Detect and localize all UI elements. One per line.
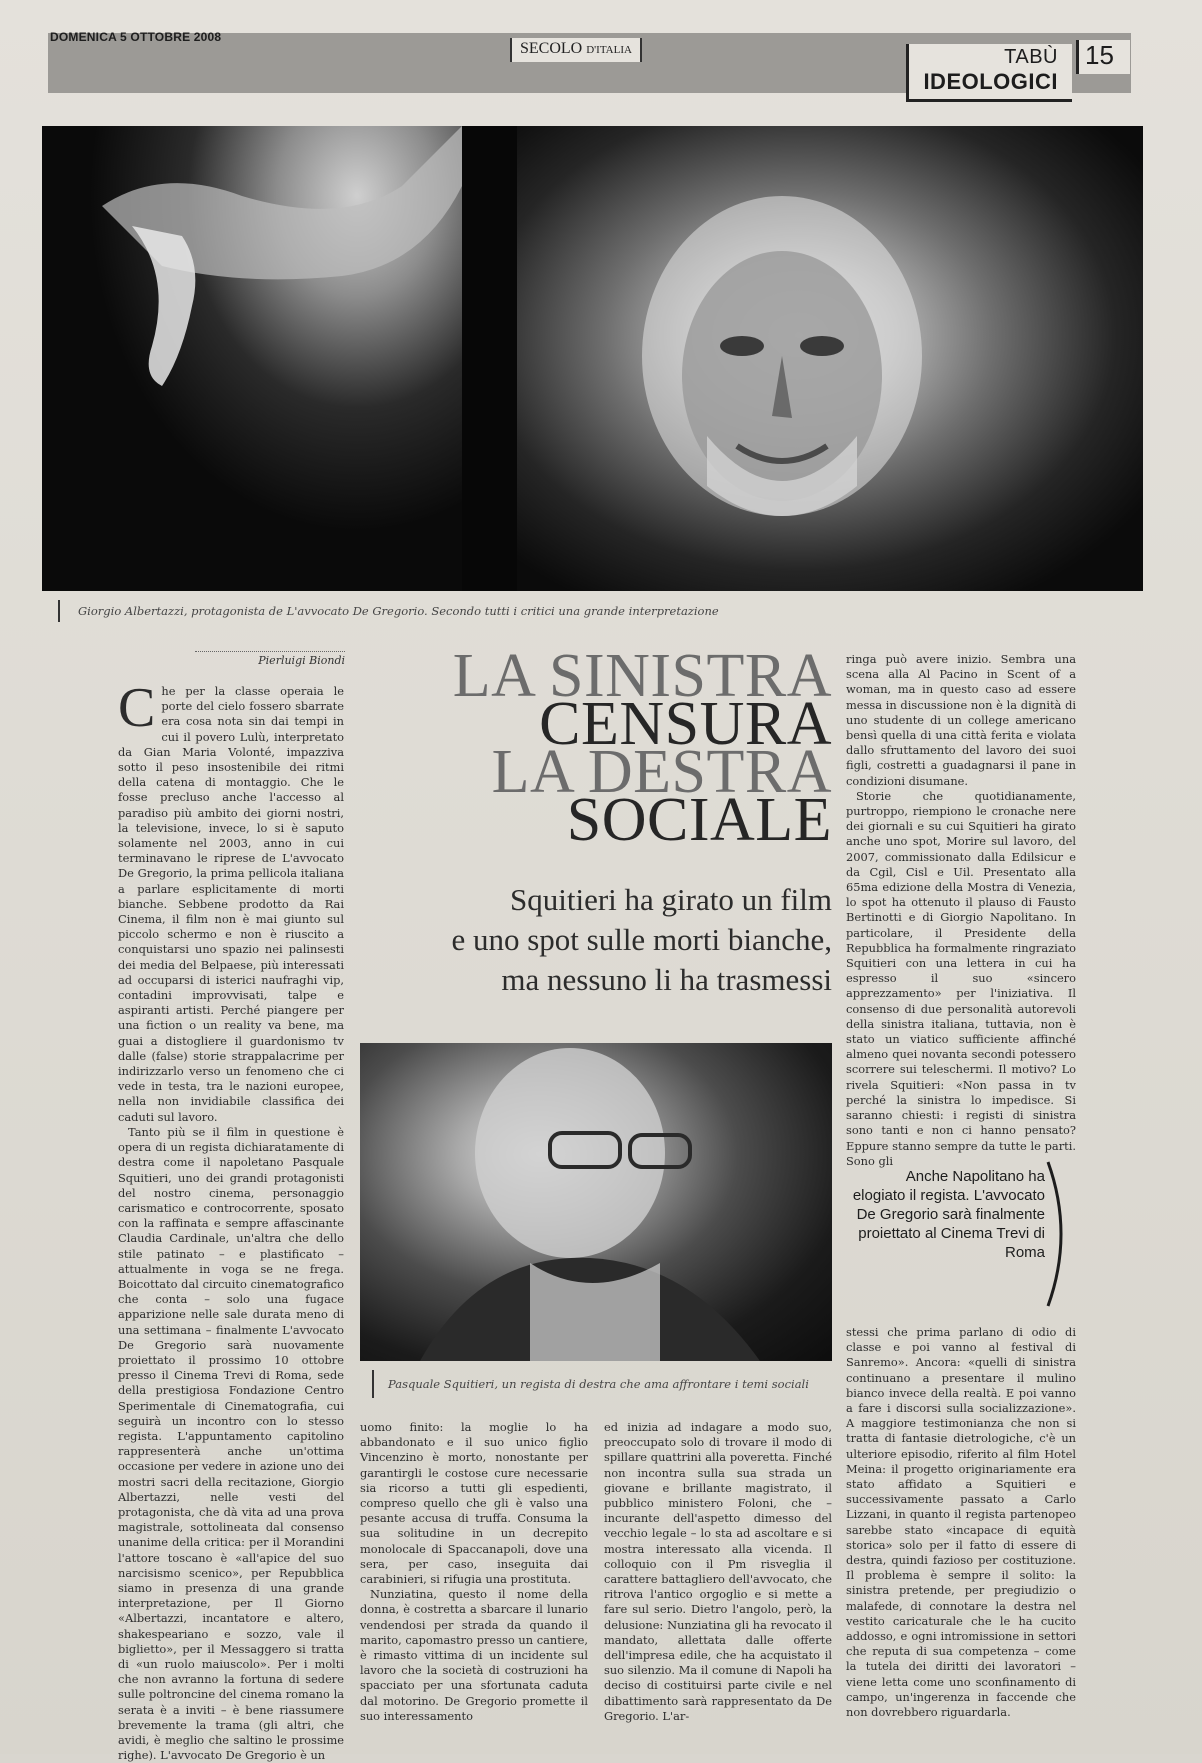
drop-cap: C xyxy=(118,677,156,739)
headline-line: LA SINISTRA xyxy=(452,642,832,710)
top-photo-portrait xyxy=(517,126,1143,591)
section-label xyxy=(906,44,1072,102)
paragraph: Nunziatina, questo il nome della donna, è costretta a sbarcare il lunario vendendosi per strada da quando il marito, capomastro presso un cantiere, è rimasto vittima di un incidente sul lavoro che la società di costruzioni ha spacciato per una sfortunata caduta dal motorino. De Gregorio promette il suo interessamento xyxy=(360,1587,588,1723)
subheadline-line: ma nessuno li ha trasmessi xyxy=(501,962,832,997)
subheadline-line: e uno spot sulle morti bianche, xyxy=(451,922,832,957)
section-label-line1: TABÙ xyxy=(1004,46,1058,68)
column-4-top xyxy=(846,652,1076,1168)
top-photo xyxy=(42,126,1143,591)
paragraph: uomo finito: la moglie lo ha abbandonato e il suo unico figlio Vincenzino è morto, nonostante per garantirgli le costose cure necessarie sia ricorso a tutti gli espedienti, compreso quello che gli è valso una pesante accusa di truffa. Consuma la sua solitudine in un decrepito monolocale di Spaccanapoli, dove una sera, per caso, inseguita dai carabinieri, si rifugia una prostituta. xyxy=(360,1420,588,1587)
masthead xyxy=(510,38,642,62)
director-portrait-image xyxy=(360,1043,832,1361)
column-2 xyxy=(360,1420,588,1723)
column-4-bottom xyxy=(846,1325,1076,1725)
pull-quote-bracket-icon xyxy=(1040,1160,1080,1308)
portrait-face-image xyxy=(607,186,957,546)
masthead-subtitle: D'ITALIA xyxy=(586,44,632,56)
middle-photo-caption: Pasquale Squitieri, un regista di destra che ama affrontare i temi sociali xyxy=(372,1370,832,1398)
headline-line: CENSURA xyxy=(539,690,832,758)
paragraph: Che per la classe operaia le porte del cielo fossero sbarrate era cosa nota sin dai tempi in cui il povero Lulù, interpretato da Gian Maria Volonté, impazziva sotto il peso insostenibile dei ritmi della catena di montaggio. Che le fosse precluso anche l'accesso al paradiso più ambito dei giorni nostri, la televisione, invece, lo si è saputo solamente nel 2003, anno in cui terminavano le riprese de L'avvocato De Gregorio, la prima pellicola italiana a parlare esplicitamente di morti bianche. Sebbene prodotto da Rai Cinema, il film non è mai giunto sul piccolo schermo e non è riuscito a conquistarsi uno spazio nei palinsesti dei media del Belpaese, più interessati ad occuparsi di isterici naufraghi vip, contadini improvvisati, talpe e aspiranti artisti. Perché piangere per una fiction o un reality va bene, ma guai a distogliere il guardonismo tv dalle (false) storie strappalacrime per indirizzarlo verso un fenomeno che ci vede in testa, tra le nazioni europee, nella non invidiabile classifica dei caduti sul lavoro. xyxy=(118,677,344,1124)
masthead-title: SECOLO xyxy=(520,40,583,57)
paragraph: stessi che prima parlano di odio di classe e poi vanno al festival di Sanremo». Ancora: «quelli di sinistra continuano a presentare il mulino bianco invece della realtà. E poi vanno a fare i discorsi sulla socializzazione». A maggiore testimonianza che non si tratta di fantasie dietrologiche, c'è un ulteriore episodio, riferito al film Hotel Meina: il progetto originariamente era stato affidato a Squitieri e successivamente passato a Carlo Lizzani, in quanto il regista partenopeo sarebbe stato «incapace di equità storica» solo per il fatto di essere di destra, quindi fazioso per costituzione. Il problema è sempre il solito: la sinistra pretende, per pregiudizio o malafede, di connotare la destra nel vestito caricaturale che le ha cucito addosso, e ogni intromissione in settori che reputa di sua competenza – come la tutela dei diritti dei lavoratori – viene letta come uno sconfinamento di campo, un'ingerenza in faccende che non dovrebbero riguardarla. xyxy=(846,1325,1076,1720)
paragraph: Storie che quotidianamente, purtroppo, riempiono le cronache nere dei giornali e su cui Squitieri ha girato anche uno spot, Morire sul lavoro, del 2007, commissionato dalla Edilsicur e da Cgil, Cisl e Uil. Presentato alla 65ma edizione della Mostra di Venezia, lo spot ha ottenuto il plauso di Fausto Bertinotti e di Giorgio Napolitano. In particolare, il Presidente della Repubblica ha formalmente ringraziato Squitieri con una lettera in cui ha espresso il suo «sincero apprezzamento» per l'iniziativa. Il consenso di due personalità autorevoli della sinistra italiana, tuttavia, non è stato un viatico sufficiente affinché almeno quei novanta secondi potessero scorrere sui teleschermi. Il motivo? Lo rivela Squitieri: «Non passa in tv perché la sinistra lo impedisce. Si saranno chiesti: i registi di sinistra sono tanti e non ci hanno pensato? Eppure stanno sempre da tutte le parti. Sono gli xyxy=(846,788,1076,1168)
issue-date: DOMENICA 5 OTTOBRE 2008 xyxy=(50,30,222,44)
column-1 xyxy=(118,677,344,1763)
section-label-line2: IDEOLOGICI xyxy=(923,69,1058,94)
paragraph: Tanto più se il film in questione è opera di un regista dichiaratamente di destra come il napoletano Pasquale Squitieri, uno dei grandi protagonisti del nostro cinema, personaggio carismatico e controcorrente, sposato con la raffinata e sempre affascinante Claudia Cardinale, un'altra che dello stile patinato – e plastificato – attualmente in voga se ne frega. Boicottato dal circuito cinematografico che conta – solo una fugace apparizione nelle sale durata meno di una settimana – finalmente L'avvocato De Gregorio sarà nuovamente proiettato il prossimo 10 ottobre presso il Cinema Trevi di Roma, sede della prestigiosa Fondazione Centro Sperimentale di Cinematografia, cui seguirà un incontro con lo stesso regista. L'appuntamento capitolino rappresenterà anche un'ottima occasione per vedere in azione uno dei mostri sacri della recitazione, Giorgio Albertazzi, nelle vesti del protagonista, che dà vita ad una prova magistrale, sottolineata dal consenso unanime della critica: per il Morandini l'attore toscano è «all'apice del suo narcisismo scenico», per Repubblica siamo in presenza di una grande interpretazione, per Il Giorno «Albertazzi, incantatore e altero, shakespeariano e sozzo, vale il biglietto», per il Messaggero si tratta di «un ruolo maiuscolo». Per i molti che non avranno la fortuna di sedere sulle poltroncine del cinema romano la serata è a inviti – è bene riassumere brevemente la trama (gli altri, che avidi, è meglio che saltino le prossime righe). L'avvocato De Gregorio è un xyxy=(118,1124,344,1763)
paragraph: ringa può avere inizio. Sembra una scena alla Al Pacino in Scent of a woman, ma in questo caso ad essere messa in discussione non è la dignità di uno studente di un college americano bensì quella di una città ferita e violata dallo sfruttamento del lavoro dei suoi figli, costretti a guadagnarsi il pane in condizioni disumane. xyxy=(846,652,1076,788)
headline-line: SOCIALE xyxy=(566,786,832,854)
top-photo-caption: Giorgio Albertazzi, protagonista de L'avvocato De Gregorio. Secondo tutti i critici una grande interpretazione xyxy=(58,600,1058,622)
pull-quote: Anche Napolitano ha elogiato il regista. L'avvocato De Gregorio sarà finalmente proiettato al Cinema Trevi di Roma xyxy=(852,1168,1045,1261)
hand-silhouette-image xyxy=(42,126,462,591)
top-photo-left-panel xyxy=(42,126,462,591)
photo-divider xyxy=(462,126,517,591)
middle-photo xyxy=(360,1043,832,1361)
byline: Pierluigi Biondi xyxy=(195,651,345,667)
paragraph: ed inizia ad indagare a modo suo, preoccupato solo di trovare il modo di spillare quattrini alla poveretta. Finché non incontra sulla sua strada un giovane e brillante magistrato, il pubblico ministero Foloni, che – incurante dell'aspetto dimesso del vecchio legale – lo sta ad ascoltare e si mostra interessato alla vicenda. Il colloquio con il Pm risveglia il carattere battagliero dell'avvocato, che ritrova l'antico orgoglio e si mette a fare sul serio. Dietro l'angolo, però, la delusione: Nunziatina gli ha revocato il mandato, allettata dalle offerte dell'impresa edile, che ha acquistato il suo silenzio. Ma il comune di Napoli ha deciso di costituirsi parte civile e nel dibattimento sarà rappresentato da De Gregorio. L'ar- xyxy=(604,1420,832,1723)
page-number: 15 xyxy=(1076,40,1130,74)
column-3 xyxy=(604,1420,832,1723)
subheadline-line: Squitieri ha girato un film xyxy=(509,882,832,917)
headline-line: LA DESTRA xyxy=(491,738,832,806)
subheadline xyxy=(362,880,832,1000)
headline xyxy=(362,642,832,854)
